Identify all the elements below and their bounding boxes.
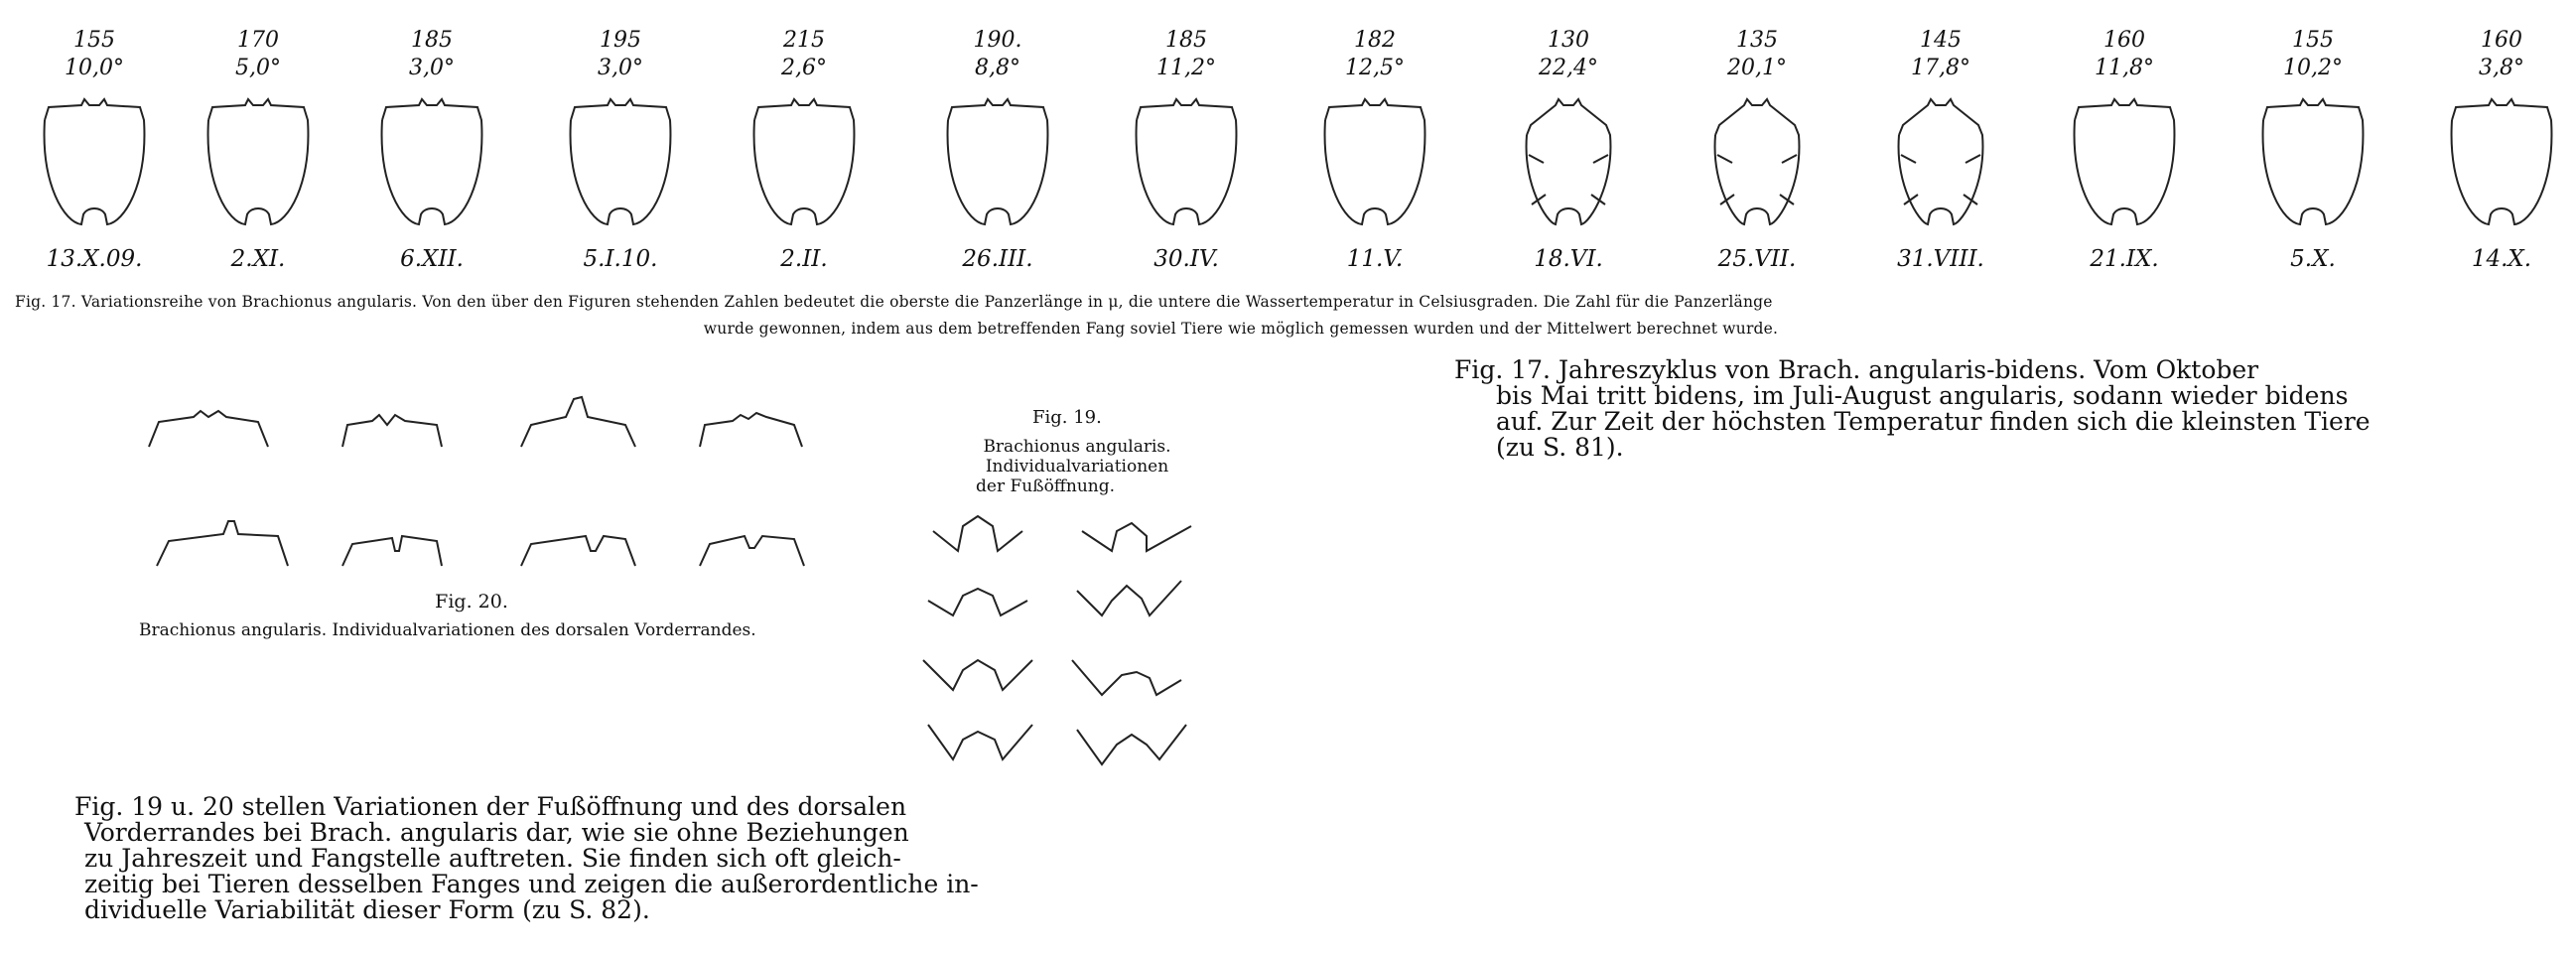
fig17-temperature-label: 3,0°	[409, 56, 455, 80]
fig17-length-label: 130	[1548, 28, 1589, 53]
fig17-length-label: 155	[2292, 28, 2334, 53]
fig19-caption-line: Individualvariationen	[985, 457, 1169, 477]
fig17-specimen	[1494, 0, 1643, 272]
fig17-temperature-label: 3,0°	[598, 56, 643, 80]
fig17-date-label: 18.VI.	[1534, 246, 1603, 272]
fig17-caption-line1: Fig. 17. Variationsreihe von Brachionus angularis. Von den über den Figuren stehenden Zahlen bedeutet die oberste die Panzerlänge in μ, die untere die Wassertemperatur in Celsiusgraden. Die Zahl für die Panzerlänge	[15, 293, 1773, 311]
fig19-20-caption	[74, 794, 1067, 923]
fig17-length-label: 155	[73, 28, 115, 53]
fig17-length-label: 160	[2103, 28, 2145, 53]
fig17-temperature-label: 2,6°	[781, 56, 827, 80]
annual-cycle-line: (zu S. 81).	[1496, 433, 1624, 462]
fig17-annual-cycle-caption	[1454, 357, 2477, 461]
fig17-specimen	[1683, 0, 1831, 272]
fig17-date-label: 11.V.	[1346, 246, 1404, 272]
lorica-outline	[1122, 95, 1251, 239]
fig17-date-label: 25.VII.	[1717, 246, 1797, 272]
fig17-date-label: 30.IV.	[1153, 246, 1219, 272]
fig17-date-label: 31.VIII.	[1897, 246, 1984, 272]
fig19-caption	[948, 437, 1206, 496]
fig17-specimen	[20, 0, 169, 272]
fig17-length-label: 135	[1736, 28, 1778, 53]
fig17-length-label: 195	[600, 28, 641, 53]
fig17-temperature-label: 11,8°	[2095, 56, 2154, 80]
fig17-specimen	[1300, 0, 1449, 272]
fig17-date-label: 26.III.	[962, 246, 1033, 272]
fig17-date-label: 21.IX.	[2090, 246, 2159, 272]
fig17-temperature-label: 22,4°	[1539, 56, 1598, 80]
fig17-temperature-label: 12,5°	[1345, 56, 1405, 80]
annual-cycle-line: bis Mai tritt bidens, im Juli-August angularis, sodann wieder bidens	[1496, 381, 2349, 410]
lorica-outline	[556, 95, 685, 239]
fig17-specimen	[1112, 0, 1261, 272]
lorica-outline	[1504, 95, 1633, 239]
fig17-specimen	[2238, 0, 2387, 272]
fig17-temperature-label: 11,2°	[1156, 56, 1216, 80]
fig17-date-label: 13.X.09.	[46, 246, 143, 272]
fig17-temperature-label: 17,8°	[1911, 56, 1970, 80]
fig20-title: Fig. 20.	[435, 591, 508, 613]
fig19-20-caption-line: dividuelle Variabilität dieser Form (zu S. 82).	[84, 895, 650, 924]
fig17-length-label: 185	[411, 28, 453, 53]
lorica-outline	[1876, 95, 2005, 239]
fig17-temperature-label: 20,1°	[1727, 56, 1787, 80]
fig17-specimen	[2050, 0, 2199, 272]
fig17-length-label: 145	[1920, 28, 1962, 53]
lorica-outline	[1310, 95, 1439, 239]
lorica-outline	[2248, 95, 2377, 239]
fig17-date-label: 14.X.	[2471, 246, 2532, 272]
fig17-length-label: 160	[2481, 28, 2522, 53]
fig17-specimen	[184, 0, 333, 272]
fig17-specimen	[923, 0, 1072, 272]
fig19-caption-line: der Fußöffnung.	[976, 477, 1116, 496]
lorica-outline	[367, 95, 496, 239]
annual-cycle-line: Fig. 17. Jahreszyklus von Brach. angularis-bidens. Vom Oktober	[1454, 355, 2259, 384]
annual-cycle-line: auf. Zur Zeit der höchsten Temperatur finden sich die kleinsten Tiere	[1496, 407, 2371, 436]
fig17-length-label: 182	[1354, 28, 1396, 53]
fig20-caption: Brachionus angularis. Individualvariationen des dorsalen Vorderrandes.	[139, 620, 756, 640]
fig17-length-label: 170	[237, 28, 279, 53]
fig19-20-caption-line: Fig. 19 u. 20 stellen Variationen der Fußöffnung und des dorsalen	[74, 792, 907, 821]
fig19-20-caption-line: zeitig bei Tieren desselben Fanges und zeigen die außerordentliche in-	[84, 870, 979, 898]
fig17-temperature-label: 10,2°	[2283, 56, 2343, 80]
lorica-outline	[194, 95, 323, 239]
fig17-length-label: 190.	[973, 28, 1022, 53]
fig17-date-label: 2.II.	[780, 246, 828, 272]
fig19-20-caption-line: Vorderrandes bei Brach. angularis dar, wie sie ohne Beziehungen	[84, 818, 909, 847]
fig17-specimen	[730, 0, 879, 272]
fig17-temperature-label: 3,8°	[2479, 56, 2524, 80]
lorica-outline	[740, 95, 869, 239]
fig17-length-label: 185	[1165, 28, 1207, 53]
fig17-date-label: 5.I.10.	[583, 246, 658, 272]
lorica-outline	[30, 95, 159, 239]
fig19-foot-opening-drawings	[923, 511, 1241, 789]
lorica-outline	[2060, 95, 2189, 239]
fig19-20-caption-line: zu Jahreszeit und Fangstelle auftreten. Sie finden sich oft gleich-	[84, 844, 901, 873]
fig17-specimen	[546, 0, 695, 272]
fig17-date-label: 6.XII.	[400, 246, 464, 272]
fig17-temperature-label: 8,8°	[975, 56, 1020, 80]
fig17-date-label: 5.X.	[2290, 246, 2336, 272]
fig17-length-label: 215	[783, 28, 825, 53]
fig19-caption-line: Brachionus angularis.	[983, 437, 1171, 457]
fig17-specimen	[2427, 0, 2576, 272]
fig17-specimen	[1866, 0, 2015, 272]
lorica-outline	[1693, 95, 1822, 239]
fig17-temperature-label: 5,0°	[235, 56, 281, 80]
lorica-outline	[2437, 95, 2566, 239]
fig19-title: Fig. 19.	[1032, 407, 1102, 428]
lorica-outline	[933, 95, 1062, 239]
fig17-caption-line2: wurde gewonnen, indem aus dem betreffenden Fang soviel Tiere wie möglich gemessen wurden und der Mittelwert berechnet wurde.	[703, 320, 1779, 338]
fig17-date-label: 2.XI.	[230, 246, 286, 272]
fig17-temperature-label: 10,0°	[65, 56, 124, 80]
fig17-specimen	[357, 0, 506, 272]
fig20-dorsal-margin-drawings	[139, 377, 874, 576]
